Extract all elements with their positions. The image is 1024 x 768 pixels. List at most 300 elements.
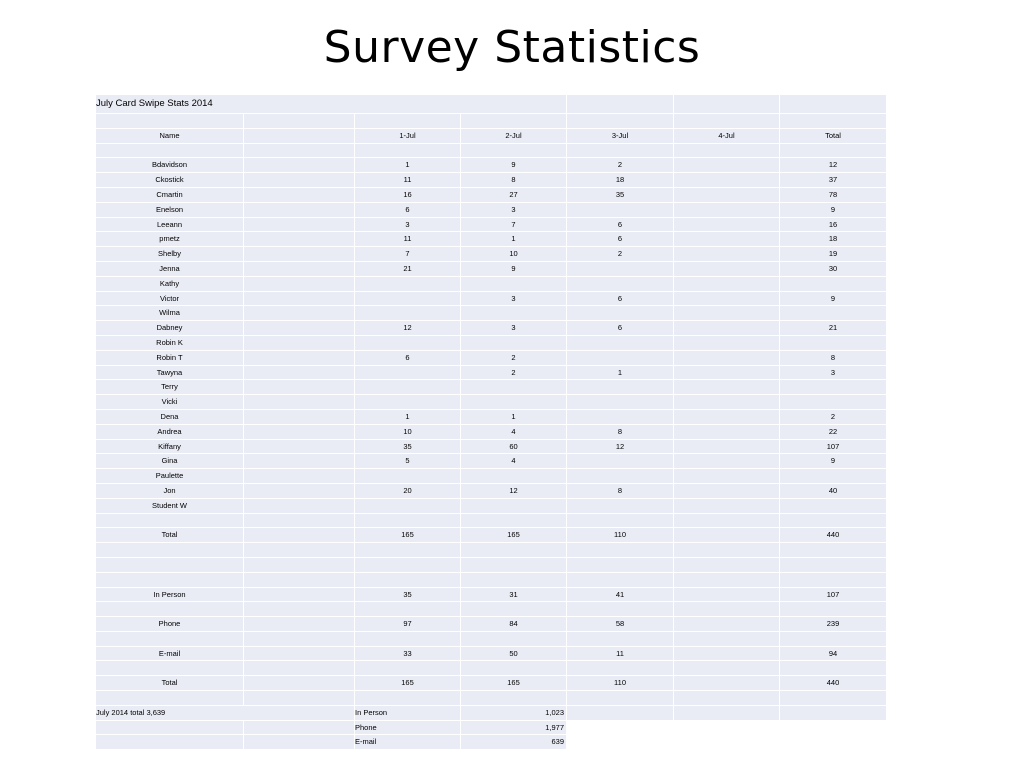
- empty-cell: [780, 543, 886, 557]
- value-cell: 16: [355, 188, 460, 202]
- empty-cell: [674, 558, 779, 572]
- value-cell: 8: [461, 173, 566, 187]
- empty-cell: [244, 173, 354, 187]
- spacer-row: [96, 573, 886, 587]
- empty-cell: [567, 95, 673, 113]
- row-label: Tawyna: [96, 366, 243, 380]
- value-cell: 84: [461, 617, 566, 631]
- value-cell: [461, 277, 566, 291]
- empty-cell: [244, 499, 354, 513]
- value-cell: 107: [780, 440, 886, 454]
- empty-cell: [461, 632, 566, 646]
- value-cell: 1: [355, 410, 460, 424]
- sheet-title-row: [96, 95, 886, 113]
- value-cell: [674, 188, 779, 202]
- empty-cell: [355, 543, 460, 557]
- table-row: [96, 454, 886, 468]
- value-cell: 12: [567, 440, 673, 454]
- value-cell: [674, 247, 779, 261]
- spacer-row: [96, 514, 886, 528]
- value-cell: [674, 158, 779, 172]
- spacer-row: [96, 602, 886, 616]
- row-label: Dabney: [96, 321, 243, 335]
- table-row: [96, 395, 886, 409]
- value-cell: [461, 336, 566, 350]
- empty-cell: [567, 573, 673, 587]
- value-cell: 4: [461, 454, 566, 468]
- value-cell: [355, 306, 460, 320]
- value-cell: [674, 454, 779, 468]
- empty-cell: [244, 247, 354, 261]
- empty-cell: [244, 469, 354, 483]
- empty-cell: [244, 573, 354, 587]
- empty-cell: [780, 735, 886, 749]
- empty-cell: [96, 602, 243, 616]
- value-cell: 2: [567, 158, 673, 172]
- empty-cell: [96, 514, 243, 528]
- value-cell: 165: [355, 676, 460, 690]
- empty-cell: [244, 558, 354, 572]
- empty-cell: [780, 691, 886, 705]
- empty-cell: [96, 144, 243, 158]
- value-cell: 12: [780, 158, 886, 172]
- empty-cell: [355, 573, 460, 587]
- empty-cell: [567, 735, 673, 749]
- value-cell: 10: [355, 425, 460, 439]
- value-cell: 239: [780, 617, 886, 631]
- empty-cell: [567, 691, 673, 705]
- value-cell: [567, 395, 673, 409]
- value-cell: [567, 454, 673, 468]
- value-cell: 5: [355, 454, 460, 468]
- value-cell: [674, 218, 779, 232]
- row-label: Vicki: [96, 395, 243, 409]
- value-cell: [567, 203, 673, 217]
- value-cell: 8: [567, 425, 673, 439]
- value-cell: 2: [461, 351, 566, 365]
- empty-cell: [674, 144, 779, 158]
- value-cell: [674, 173, 779, 187]
- row-label: Dena: [96, 410, 243, 424]
- empty-cell: [355, 691, 460, 705]
- column-header-name: Name: [96, 129, 243, 143]
- row-label: Total: [96, 528, 243, 542]
- value-cell: [567, 306, 673, 320]
- row-label: Total: [96, 676, 243, 690]
- empty-cell: [355, 514, 460, 528]
- empty-cell: [461, 661, 566, 675]
- value-cell: 4: [461, 425, 566, 439]
- empty-cell: [674, 543, 779, 557]
- value-cell: 97: [355, 617, 460, 631]
- column-header: 1-Jul: [355, 129, 460, 143]
- empty-cell: [96, 558, 243, 572]
- value-cell: [674, 469, 779, 483]
- value-cell: [780, 469, 886, 483]
- empty-cell: [244, 218, 354, 232]
- value-cell: 58: [567, 617, 673, 631]
- value-cell: 16: [780, 218, 886, 232]
- row-label: Ckostick: [96, 173, 243, 187]
- value-cell: [355, 292, 460, 306]
- row-label: Victor: [96, 292, 243, 306]
- empty-cell: [355, 144, 460, 158]
- value-cell: [567, 277, 673, 291]
- empty-cell: [96, 691, 243, 705]
- value-cell: [355, 469, 460, 483]
- value-cell: 27: [461, 188, 566, 202]
- value-cell: 7: [461, 218, 566, 232]
- spacer-row: [96, 632, 886, 646]
- footer-label: In Person: [355, 706, 460, 720]
- row-label: E-mail: [96, 647, 243, 661]
- empty-cell: [96, 543, 243, 557]
- footer-value: 639: [461, 735, 566, 749]
- table-row: [96, 321, 886, 335]
- value-cell: [780, 277, 886, 291]
- value-cell: 2: [567, 247, 673, 261]
- value-cell: [674, 277, 779, 291]
- value-cell: 20: [355, 484, 460, 498]
- value-cell: 165: [461, 676, 566, 690]
- empty-cell: [780, 95, 886, 113]
- value-cell: [674, 262, 779, 276]
- empty-cell: [780, 632, 886, 646]
- empty-cell: [461, 558, 566, 572]
- table-row: [96, 203, 886, 217]
- footer-row: [96, 721, 886, 735]
- spacer-row: [96, 144, 886, 158]
- empty-cell: [244, 306, 354, 320]
- total-row: [96, 528, 886, 542]
- value-cell: [674, 440, 779, 454]
- empty-cell: [674, 602, 779, 616]
- table-row: [96, 232, 886, 246]
- value-cell: [674, 351, 779, 365]
- value-cell: [674, 306, 779, 320]
- empty-cell: [355, 661, 460, 675]
- value-cell: 40: [780, 484, 886, 498]
- footer-summary: July 2014 total 3,639: [96, 706, 354, 720]
- empty-cell: [244, 188, 354, 202]
- empty-cell: [244, 647, 354, 661]
- empty-cell: [674, 735, 779, 749]
- empty-cell: [567, 661, 673, 675]
- empty-cell: [567, 602, 673, 616]
- empty-cell: [244, 484, 354, 498]
- value-cell: 3: [461, 292, 566, 306]
- channel-row: [96, 676, 886, 690]
- value-cell: 1: [567, 366, 673, 380]
- value-cell: 11: [355, 173, 460, 187]
- column-header: 4-Jul: [674, 129, 779, 143]
- empty-cell: [244, 366, 354, 380]
- empty-cell: [244, 588, 354, 602]
- row-label: In Person: [96, 588, 243, 602]
- empty-cell: [244, 632, 354, 646]
- value-cell: 33: [355, 647, 460, 661]
- value-cell: [461, 469, 566, 483]
- value-cell: 3: [780, 366, 886, 380]
- empty-cell: [355, 558, 460, 572]
- empty-cell: [244, 425, 354, 439]
- value-cell: 6: [567, 218, 673, 232]
- card-swipe-stats-table: [95, 94, 887, 750]
- value-cell: [674, 617, 779, 631]
- row-label: Kiffany: [96, 440, 243, 454]
- channel-row: [96, 588, 886, 602]
- empty-cell: [355, 602, 460, 616]
- value-cell: 78: [780, 188, 886, 202]
- value-cell: 9: [780, 292, 886, 306]
- value-cell: [674, 647, 779, 661]
- row-label: Kathy: [96, 277, 243, 291]
- value-cell: 18: [567, 173, 673, 187]
- value-cell: [567, 351, 673, 365]
- empty-cell: [567, 514, 673, 528]
- row-label: Andrea: [96, 425, 243, 439]
- value-cell: 2: [461, 366, 566, 380]
- channel-row: [96, 647, 886, 661]
- value-cell: 440: [780, 528, 886, 542]
- spacer-row: [96, 691, 886, 705]
- empty-cell: [567, 558, 673, 572]
- empty-cell: [96, 573, 243, 587]
- empty-cell: [244, 262, 354, 276]
- value-cell: 21: [355, 262, 460, 276]
- empty-cell: [244, 514, 354, 528]
- row-label: Jon: [96, 484, 243, 498]
- value-cell: 6: [355, 351, 460, 365]
- empty-cell: [244, 351, 354, 365]
- value-cell: [674, 395, 779, 409]
- value-cell: [461, 499, 566, 513]
- row-label: Phone: [96, 617, 243, 631]
- empty-cell: [244, 543, 354, 557]
- empty-cell: [674, 632, 779, 646]
- value-cell: [780, 499, 886, 513]
- value-cell: 35: [355, 588, 460, 602]
- value-cell: [674, 292, 779, 306]
- value-cell: [355, 380, 460, 394]
- empty-cell: [355, 114, 460, 128]
- row-label: Gina: [96, 454, 243, 468]
- value-cell: [355, 366, 460, 380]
- empty-cell: [780, 573, 886, 587]
- table-row: [96, 336, 886, 350]
- empty-cell: [244, 691, 354, 705]
- empty-cell: [244, 232, 354, 246]
- value-cell: [780, 306, 886, 320]
- value-cell: 60: [461, 440, 566, 454]
- table-row: [96, 262, 886, 276]
- empty-cell: [674, 514, 779, 528]
- empty-cell: [461, 514, 566, 528]
- empty-cell: [244, 661, 354, 675]
- footer-value: 1,023: [461, 706, 566, 720]
- row-label: Student W: [96, 499, 243, 513]
- spacer-row: [96, 558, 886, 572]
- column-header: Total: [780, 129, 886, 143]
- sheet-title: July Card Swipe Stats 2014: [96, 95, 566, 113]
- empty-cell: [96, 632, 243, 646]
- value-cell: [674, 425, 779, 439]
- table-row: [96, 410, 886, 424]
- value-cell: 12: [355, 321, 460, 335]
- footer-label: Phone: [355, 721, 460, 735]
- empty-cell: [780, 602, 886, 616]
- value-cell: 19: [780, 247, 886, 261]
- table-row: [96, 158, 886, 172]
- empty-cell: [780, 144, 886, 158]
- empty-cell: [674, 706, 779, 720]
- value-cell: [567, 380, 673, 394]
- value-cell: [567, 499, 673, 513]
- value-cell: 9: [461, 262, 566, 276]
- row-label: Paulette: [96, 469, 243, 483]
- empty-cell: [244, 336, 354, 350]
- empty-cell: [244, 676, 354, 690]
- table-row: [96, 247, 886, 261]
- value-cell: 6: [567, 232, 673, 246]
- value-cell: [674, 321, 779, 335]
- table-row: [96, 469, 886, 483]
- row-label: Cmartin: [96, 188, 243, 202]
- empty-cell: [461, 602, 566, 616]
- value-cell: 3: [461, 203, 566, 217]
- empty-cell: [244, 321, 354, 335]
- empty-cell: [780, 514, 886, 528]
- table-row: [96, 292, 886, 306]
- empty-cell: [244, 114, 354, 128]
- value-cell: [567, 336, 673, 350]
- value-cell: [461, 306, 566, 320]
- empty-cell: [461, 144, 566, 158]
- value-cell: 21: [780, 321, 886, 335]
- value-cell: 35: [567, 188, 673, 202]
- value-cell: 110: [567, 528, 673, 542]
- table-row: [96, 173, 886, 187]
- column-header: 2-Jul: [461, 129, 566, 143]
- value-cell: [567, 410, 673, 424]
- empty-cell: [244, 528, 354, 542]
- empty-cell: [244, 735, 354, 749]
- value-cell: 3: [461, 321, 566, 335]
- value-cell: [674, 336, 779, 350]
- header-row: [96, 129, 886, 143]
- table-row: [96, 425, 886, 439]
- table-row: [96, 380, 886, 394]
- empty-cell: [674, 691, 779, 705]
- empty-cell: [244, 277, 354, 291]
- value-cell: [674, 588, 779, 602]
- value-cell: [674, 528, 779, 542]
- empty-cell: [461, 114, 566, 128]
- value-cell: [461, 380, 566, 394]
- empty-cell: [244, 203, 354, 217]
- empty-cell: [355, 632, 460, 646]
- value-cell: [674, 366, 779, 380]
- value-cell: 9: [780, 203, 886, 217]
- value-cell: 12: [461, 484, 566, 498]
- table-row: [96, 351, 886, 365]
- value-cell: 165: [355, 528, 460, 542]
- empty-cell: [96, 114, 243, 128]
- footer-value: 1,977: [461, 721, 566, 735]
- row-label: Terry: [96, 380, 243, 394]
- value-cell: [355, 336, 460, 350]
- value-cell: [674, 380, 779, 394]
- empty-cell: [96, 661, 243, 675]
- empty-cell: [567, 543, 673, 557]
- empty-cell: [674, 95, 779, 113]
- empty-cell: [244, 129, 354, 143]
- table-row: [96, 306, 886, 320]
- empty-cell: [567, 144, 673, 158]
- value-cell: 9: [461, 158, 566, 172]
- column-header: 3-Jul: [567, 129, 673, 143]
- empty-cell: [780, 558, 886, 572]
- empty-cell: [96, 735, 243, 749]
- value-cell: 1: [355, 158, 460, 172]
- footer-row: [96, 706, 886, 720]
- row-label: pmetz: [96, 232, 243, 246]
- row-label: Wilma: [96, 306, 243, 320]
- value-cell: 10: [461, 247, 566, 261]
- footer-label: E-mail: [355, 735, 460, 749]
- table-row: [96, 440, 886, 454]
- empty-cell: [674, 114, 779, 128]
- empty-cell: [780, 721, 886, 735]
- value-cell: 37: [780, 173, 886, 187]
- row-label: Shelby: [96, 247, 243, 261]
- channel-row: [96, 617, 886, 631]
- value-cell: 50: [461, 647, 566, 661]
- value-cell: 3: [355, 218, 460, 232]
- value-cell: [567, 469, 673, 483]
- empty-cell: [780, 661, 886, 675]
- empty-cell: [461, 573, 566, 587]
- table-row: [96, 484, 886, 498]
- value-cell: [461, 395, 566, 409]
- value-cell: 1: [461, 232, 566, 246]
- value-cell: 94: [780, 647, 886, 661]
- empty-cell: [567, 721, 673, 735]
- empty-cell: [567, 632, 673, 646]
- empty-cell: [674, 573, 779, 587]
- value-cell: 9: [780, 454, 886, 468]
- slide-title: Survey Statistics: [323, 22, 701, 73]
- value-cell: 6: [567, 292, 673, 306]
- table-row: [96, 188, 886, 202]
- value-cell: [674, 676, 779, 690]
- empty-cell: [244, 721, 354, 735]
- value-cell: 18: [780, 232, 886, 246]
- value-cell: 440: [780, 676, 886, 690]
- spacer-row: [96, 114, 886, 128]
- value-cell: [674, 410, 779, 424]
- value-cell: [355, 395, 460, 409]
- empty-cell: [780, 706, 886, 720]
- empty-cell: [244, 454, 354, 468]
- empty-cell: [244, 410, 354, 424]
- empty-cell: [461, 543, 566, 557]
- table-row: [96, 366, 886, 380]
- empty-cell: [244, 144, 354, 158]
- value-cell: 35: [355, 440, 460, 454]
- row-label: Robin T: [96, 351, 243, 365]
- value-cell: 6: [567, 321, 673, 335]
